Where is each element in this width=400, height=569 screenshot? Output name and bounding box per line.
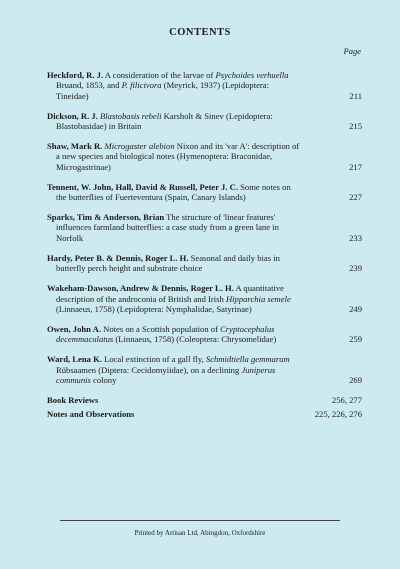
entry-continuation-line (47, 162, 328, 172)
entry-text: influences farmland butterflies: a case study from a green lane in (56, 222, 279, 233)
entry-text: colony (90, 374, 117, 385)
entry-text: description of the androconia of British and Irish (56, 293, 226, 304)
entry-italic-text: Juniperus (241, 364, 276, 375)
contents-entry (47, 141, 362, 172)
entry-italic-text: communis (56, 374, 91, 385)
entry-first-line (47, 212, 328, 222)
section-label: Notes and Observations (47, 409, 135, 420)
entry-first-line (47, 182, 328, 192)
entry-text: Nixon and its 'var A': description of (174, 141, 300, 152)
entry-text: Bruand, 1853, and (56, 80, 122, 91)
entry-text: Notes on a Scottish population of (100, 323, 221, 334)
contents-entry (47, 354, 362, 385)
section-page-numbers: 225, 226, 276 (314, 409, 362, 420)
entry-first-line (47, 70, 328, 80)
contents-entry (47, 212, 362, 243)
entry-text: a new species and biological notes (Hymenoptera: Braconidae, (56, 151, 273, 162)
page-title: CONTENTS (169, 27, 231, 38)
section-label: Book Reviews (47, 394, 99, 405)
contents-section (47, 409, 362, 419)
entry-author: Tennent, W. John, Hall, David & Russell, Peter J. C. (47, 181, 238, 192)
entry-text: Karsholt & Sinev (Lepidoptera: (161, 110, 273, 121)
entry-author: Owen, John A. (47, 323, 101, 334)
entry-first-line (47, 354, 328, 364)
entry-page-number: 215 (349, 121, 362, 132)
contents-entry (47, 182, 362, 203)
entry-page-number: 269 (349, 374, 362, 385)
footer-divider (60, 520, 340, 521)
entry-text: A consideration of the larvae of (103, 70, 216, 80)
entry-continuation-line (47, 304, 328, 314)
entry-first-line (47, 111, 328, 121)
contents-entry (47, 70, 362, 101)
entry-italic-text: Blastobasis rebeli (100, 110, 162, 121)
entry-first-line (47, 324, 328, 334)
entry-text: Tineidae) (56, 90, 89, 101)
contents-entry (47, 283, 362, 314)
entry-page-number: 211 (349, 90, 362, 101)
section-page-numbers: 256, 277 (331, 394, 362, 405)
printer-footer: Printed by Artisan Ltd, Abingdon, Oxfordshire (134, 529, 266, 537)
entry-text: the butterflies of Fuerteventura (Spain, Canary Islands) (56, 192, 246, 203)
contents-section (47, 395, 362, 405)
entry-page-number: 239 (349, 263, 362, 274)
entry-author: Ward, Lena K. (47, 354, 102, 365)
entry-continuation-line (47, 365, 328, 375)
entry-italic-text: Microgaster alebion (104, 141, 175, 152)
entry-italic-text: Cryptocephalus (220, 323, 275, 334)
entry-page-number: 217 (349, 161, 362, 172)
entry-text: Local extinction of a gall fly, (101, 354, 206, 365)
entry-continuation-line (47, 375, 328, 385)
entry-continuation-line (47, 294, 328, 304)
entry-author: Heckford, R. J. (47, 70, 104, 80)
entry-text: Norfolk (56, 232, 84, 243)
entry-text: Some notes on (238, 181, 291, 192)
entry-author: Dickson, R. J. (47, 110, 98, 121)
entry-continuation-line (47, 192, 328, 202)
entry-text: Blastobasidae) in Britain (56, 121, 142, 132)
entry-continuation-line (47, 334, 328, 344)
entry-text: butterfly perch height and substrate choice (56, 263, 203, 274)
entry-continuation-line (47, 233, 328, 243)
entry-first-line (47, 141, 328, 151)
entry-page-number: 259 (349, 334, 362, 345)
entry-text: Rübsaamen (Diptera: Cecidomyiidae), on a declining (56, 364, 242, 375)
contents-entry (47, 111, 362, 132)
entry-page-number: 249 (349, 303, 362, 314)
entry-first-line (47, 253, 328, 263)
entry-first-line (47, 283, 328, 293)
entry-author: Sparks, Tim & Anderson, Brian (47, 212, 165, 223)
entry-author: Wakeham-Dawson, Andrew & Dennis, Roger L. H. (47, 283, 234, 294)
page-column-header: Page (343, 46, 361, 56)
contents-entry (47, 324, 362, 345)
entry-text: Microgastrinae) (56, 161, 111, 172)
entry-text: (Linnaeus, 1758) (Coleoptera: Chrysomelidae) (113, 334, 277, 345)
entry-author: Shaw, Mark R. (47, 141, 103, 152)
entry-continuation-line (47, 263, 328, 273)
entry-page-number: 227 (349, 192, 362, 203)
entry-italic-text: decemmaculatus (56, 334, 114, 345)
entry-author: Hardy, Peter B. & Dennis, Roger L. H. (47, 252, 189, 263)
entry-continuation-line (47, 80, 328, 90)
entry-page-number: 233 (349, 232, 362, 243)
entry-italic-text: P. filicivora (121, 80, 162, 91)
entry-italic-text: Psychoides verhuella (215, 70, 289, 80)
contents-list (47, 70, 362, 424)
entry-text: The structure of 'linear features' (164, 212, 276, 223)
entry-text: Seasonal and daily bias in (188, 252, 280, 263)
entry-continuation-line (47, 121, 328, 131)
entry-italic-text: Hipparchia semele (225, 293, 291, 304)
entry-text: (Linnaeus, 1758) (Lepidoptera: Nymphalidae, Satyrinae) (56, 303, 252, 314)
entry-continuation-line (47, 151, 328, 161)
entry-continuation-line (47, 91, 328, 101)
contents-entry (47, 253, 362, 274)
entry-text: A quantitative (233, 283, 284, 294)
entry-continuation-line (47, 222, 328, 232)
entry-italic-text: Schmidtiella gemmarum (205, 354, 290, 365)
entry-text: (Meyrick, 1937) (Lepidoptera: (161, 80, 269, 91)
